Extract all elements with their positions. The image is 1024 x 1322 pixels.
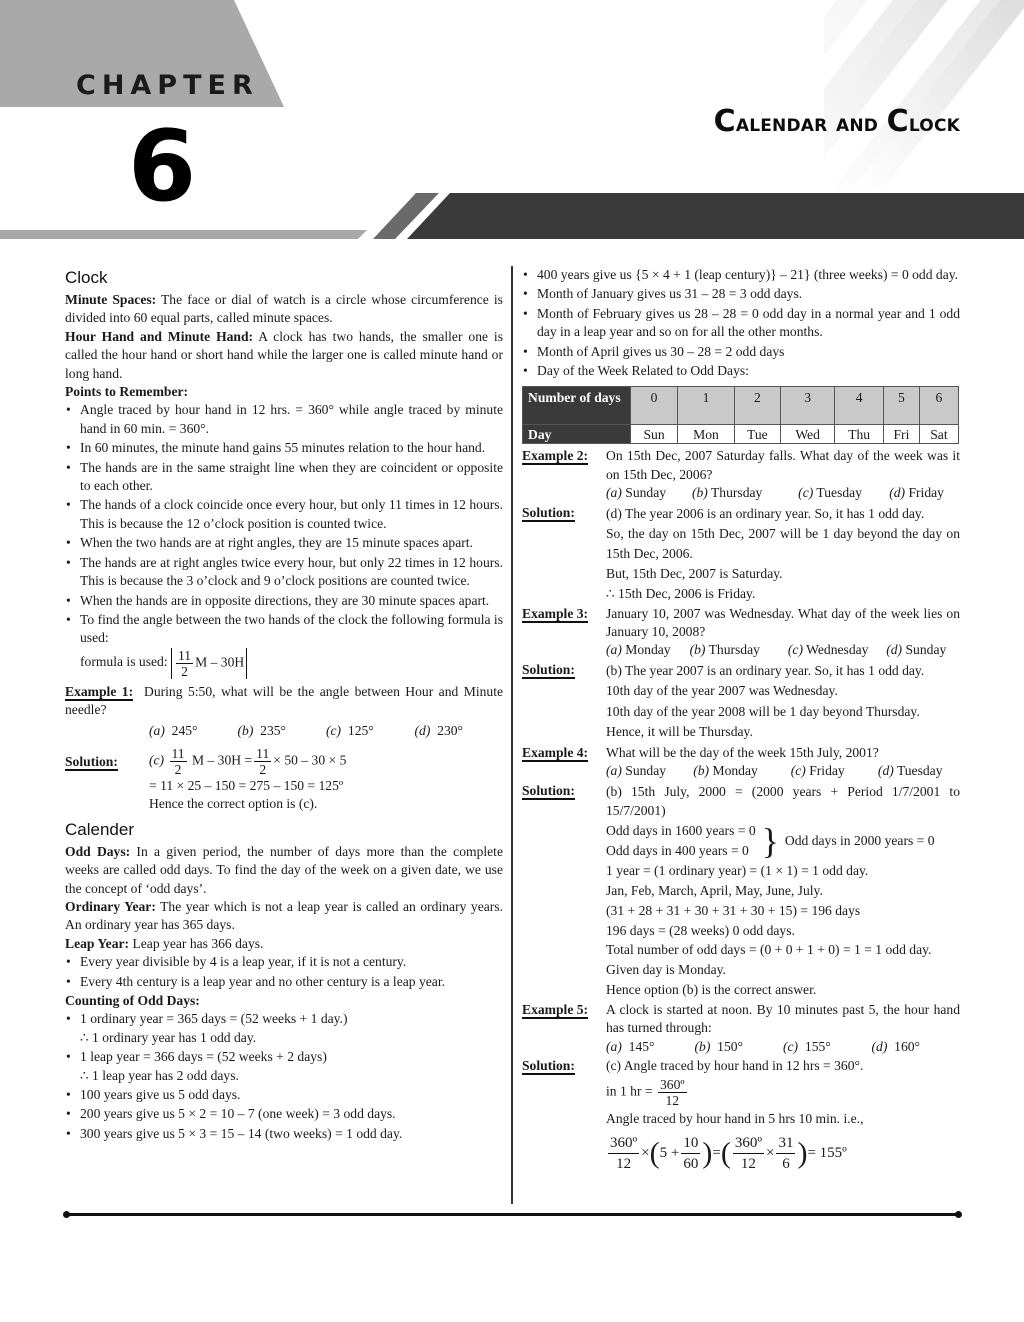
chapter-number: 6 [128,110,197,224]
option: (d) Friday [889,485,944,501]
counting-list [65,1010,503,1143]
option: (c) 125° [326,722,374,738]
list-item: • 300 years give us 5 × 3 = 15 – 14 (two weeks) = 1 odd day. [65,1125,503,1143]
option: (b) 150° [694,1038,743,1054]
example-label: Example 4: [522,744,589,760]
example-label: Example 5: [522,1001,589,1017]
table-row: Number of days 0 1 2 3 4 5 6 [523,387,959,425]
points-label: Points to Remember: [65,384,189,400]
minute-spaces-def: Minute Spaces: The face or dial of watch is a circle whose circumference is divided into 60 equal parts, called minute spaces. [65,292,503,326]
example-3-options [606,641,960,659]
example-1-solution: Solution: (c) $\frac{11}{2}$ M – 30H = $\frac{11}{2}$ × 50 – 30 × 5 = 11 × 25 – 150 = 275 – 150 = 125º Hence the correct option is (c). [65,746,503,814]
footer-rule [66,1213,959,1216]
solution-label: Solution: [522,1058,575,1074]
option: (a) 245° [149,722,198,738]
hands-def: Hour Hand and Minute Hand: A clock has two hands, the smaller one is called the hour hand or short hand while the larger one is called minute hand or long hand. [65,328,504,381]
solution-label: Solution: [522,661,575,677]
ordinary-year-def: Ordinary Year: The year which is not a leap year is called an ordinary years. An ordinary year has 365 days. [65,898,503,933]
option: (a) Sunday [606,763,667,779]
right-column [522,266,960,1174]
solution-label: Solution: [522,504,575,520]
list-item: • 100 years give us 5 odd days. [65,1086,503,1104]
list-item: • 1 leap year = 366 days = (52 weeks + 2 days) ∴ 1 leap year has 2 odd days. [65,1048,503,1085]
option: (a) 145° [606,1038,655,1054]
example-3-solution: Solution: (b) The year 2007 is an ordinary year. So, it has 1 odd day. 10th day of the year 2007 was Wednesday. 10th day of the year 2008 will be 1 day beyond Thursday. Hence, it will be Thursday. [522,661,925,740]
list-item: • The hands are in the same straight line when they are coincident or opposite to each other. [65,459,503,496]
list-item: • Every 4th century is a leap year and no other century is a leap year. [65,973,503,991]
option: (b) Thursday [691,485,763,501]
list-item: • 400 years give us {5 × 4 + 1 (leap century)} – 21} (three weeks) = 0 odd day. [522,266,960,284]
example-label: Example 1: [65,683,134,699]
list-item: • Every year divisible by 4 is a leap year, if it is not a century. [65,953,503,971]
odd-days-points-list [522,266,960,380]
header-gray-bar [0,230,367,239]
option: (d) Tuesday [877,763,943,779]
left-column [65,266,503,1144]
section-heading-calender: Calender [65,819,134,839]
option: (d) Sunday [886,642,947,658]
header-dark-bar [407,193,1024,239]
table-row: Day Sun Mon Tue Wed Thu Fri Sat [523,425,959,444]
odd-days-brace-group: Odd days in 1600 years = 0 Odd days in 400 years = 0 } Odd days in 2000 years = 0 [606,821,935,862]
leap-rules-list [65,953,503,991]
option: (c) 155° [783,1038,831,1054]
example-1-options [65,722,503,740]
list-item: • Day of the Week Related to Odd Days: [522,362,960,380]
example-4-solution: Solution: (b) 15th July, 2000 = (2000 years + Period 1/7/2001 to 15/7/2001) Odd days in 1600 years = 0 Odd days in 400 years = 0 } Odd days in 2000 years = 0 1 year = (1 ordinary year) = (1 × 1) = 1 odd day. Jan, Feb, March, April, May, June, July. (31 + 28 + 31 + 30 + 31 + 30 + 15) = 196 days 196 days = (28 weeks) 0 odd days. Total number of odd days = (0 + 0 + 1 + 0) = 1 = 1 odd day. Given day is Monday. Hence option (b) is the correct answer. [522,782,960,998]
counting-label: Counting of Odd Days: [65,993,200,1008]
example-2: Example 2: On 15th Dec, 2007 Saturday falls. What day of the week was it on 15th Dec, 2006? (a) Sunday (b) Thursday (c) Tuesday (d) Friday [522,447,960,502]
list-item: • In 60 minutes, the minute hand gains 55 minutes relation to the hour hand. [65,439,503,457]
brace-icon: } [761,821,779,862]
list-item: • When the two hands are at right angles, they are 15 minute spaces apart. [65,534,503,552]
example-5: Example 5: A clock is started at noon. By 10 minutes past 5, the hour hand has turned through: (a) 145° (b) 150° (c) 155° (d) 160° [522,1001,960,1056]
points-list [65,401,503,678]
angle-formula: $\frac{11}{2}$ M – 30H [171,648,247,679]
list-item: • The hands of a clock coincide once every hour, but only 11 times in 12 hours. This is because the 12 o’clock position is counted twice. [65,496,503,533]
example-2-solution: Solution: (d) The year 2006 is an ordinary year. So, it has 1 odd day. So, the day on 15th Dec, 2007 will be 1 day beyond the day on 15th Dec, 2006. But, 15th Dec, 2007 is Saturday. ∴ 15th Dec, 2006 is Friday. [522,504,960,601]
leap-year-def: Leap Year: Leap year has 366 days. [65,935,264,951]
list-item: • 200 years give us 5 × 2 = 10 – 7 (one week) = 3 odd days. [65,1105,503,1123]
solution-label: Solution: [522,782,575,798]
section-heading-clock: Clock [65,268,108,287]
example-label: Example 3: [522,605,589,621]
list-item: • Month of April gives us 30 – 28 = 2 odd days [522,343,960,361]
option: (c) Tuesday [798,485,862,501]
odd-days-def: Odd Days: In a given period, the number of days more than the complete weeks are called odd days. To find the day of the week on a given date, we use the concept of ‘odd days’. [65,843,503,896]
example-5-options [606,1038,960,1056]
option: (d) 160° [871,1038,920,1054]
option: (b) 235° [237,722,286,738]
option: (d) 230° [414,722,463,738]
option: (c) Friday [790,763,845,779]
list-item: • Month of February gives us 28 – 28 = 0 odd day in a normal year and 1 odd day in a leap year and so on for all the other months. [522,305,960,342]
list-item: • Month of January gives us 31 – 28 = 3 odd days. [522,285,960,303]
per-hour-equation: in 1 hr = $\frac{\text{360º}}{12}$ [606,1077,685,1109]
column-divider [511,266,513,1204]
solution-equation: (c) $\frac{11}{2}$ M – 30H = $\frac{11}{2}$ × 50 – 30 × 5 [149,745,347,777]
option: (b) Thursday [689,642,760,658]
solution-label: Solution: [65,753,118,769]
list-item-formula: • To find the angle between the two hands of the clock the following formula is used: formula is used: $\frac{11}{2}$ M – 30H [65,611,503,679]
example-3: Example 3: January 10, 2007 was Wednesday. What day of the week lies on January 10, 2008? (a) Monday (b) Thursday (c) Wednesday (d) Sunday [522,605,960,660]
decorative-streaks [824,0,1024,190]
list-item: • The hands are at right angles twice every hour, but only 22 times in 12 hours. This is because the 3 o’clock and 9 o’clock positions are counted twice. [65,554,503,591]
option: (c) Wednesday [787,642,869,658]
chapter-label: CHAPTER [76,70,259,101]
option: (b) Monday [693,763,758,779]
list-item: • 1 ordinary year = 365 days = (52 weeks + 1 day.) ∴ 1 ordinary year has 1 odd day. [65,1010,503,1047]
example-4-options [606,762,960,780]
example-4: Example 4: What will be the day of the week 15th July, 2001? (a) Sunday (b) Monday (c) Friday (d) Tuesday [522,744,960,781]
chapter-title: Calendar and Clock [713,104,960,139]
list-item: • Angle traced by hour hand in 12 hrs. = 360° while angle traced by minute hand in 60 min. = 360°. [65,401,503,438]
list-item: • When the hands are in opposite directions, they are 30 minute spaces apart. [65,592,503,610]
option: (a) Sunday [606,485,667,501]
example-2-options [606,484,960,502]
example-5-solution: Solution: (c) Angle traced by hour hand in 12 hrs = 360°. in 1 hr = $\frac{\text{360º}}{12}$ Angle traced by hour hand in 5 hrs 10 min. i.e., $\frac{\text{360º}}{12}$ ×(5 + $\frac{10}{60}$ )=( $\frac{\text{360º}}{12}$ × $\frac{31}{6}$ )= 155º [522,1057,960,1174]
example-label: Example 2: [522,448,589,464]
example-1: Example 1: During 5:50, what will be the angle between Hour and Minute needle? [65,683,504,718]
final-equation: $\frac{\text{360º}}{12}$ ×(5 + $\frac{10}{60}$ )=( $\frac{\text{360º}}{12}$ × $\frac{31}{6}$ )= 155º [610,1134,847,1172]
option: (a) Monday [606,642,671,658]
odd-days-table [522,386,959,444]
